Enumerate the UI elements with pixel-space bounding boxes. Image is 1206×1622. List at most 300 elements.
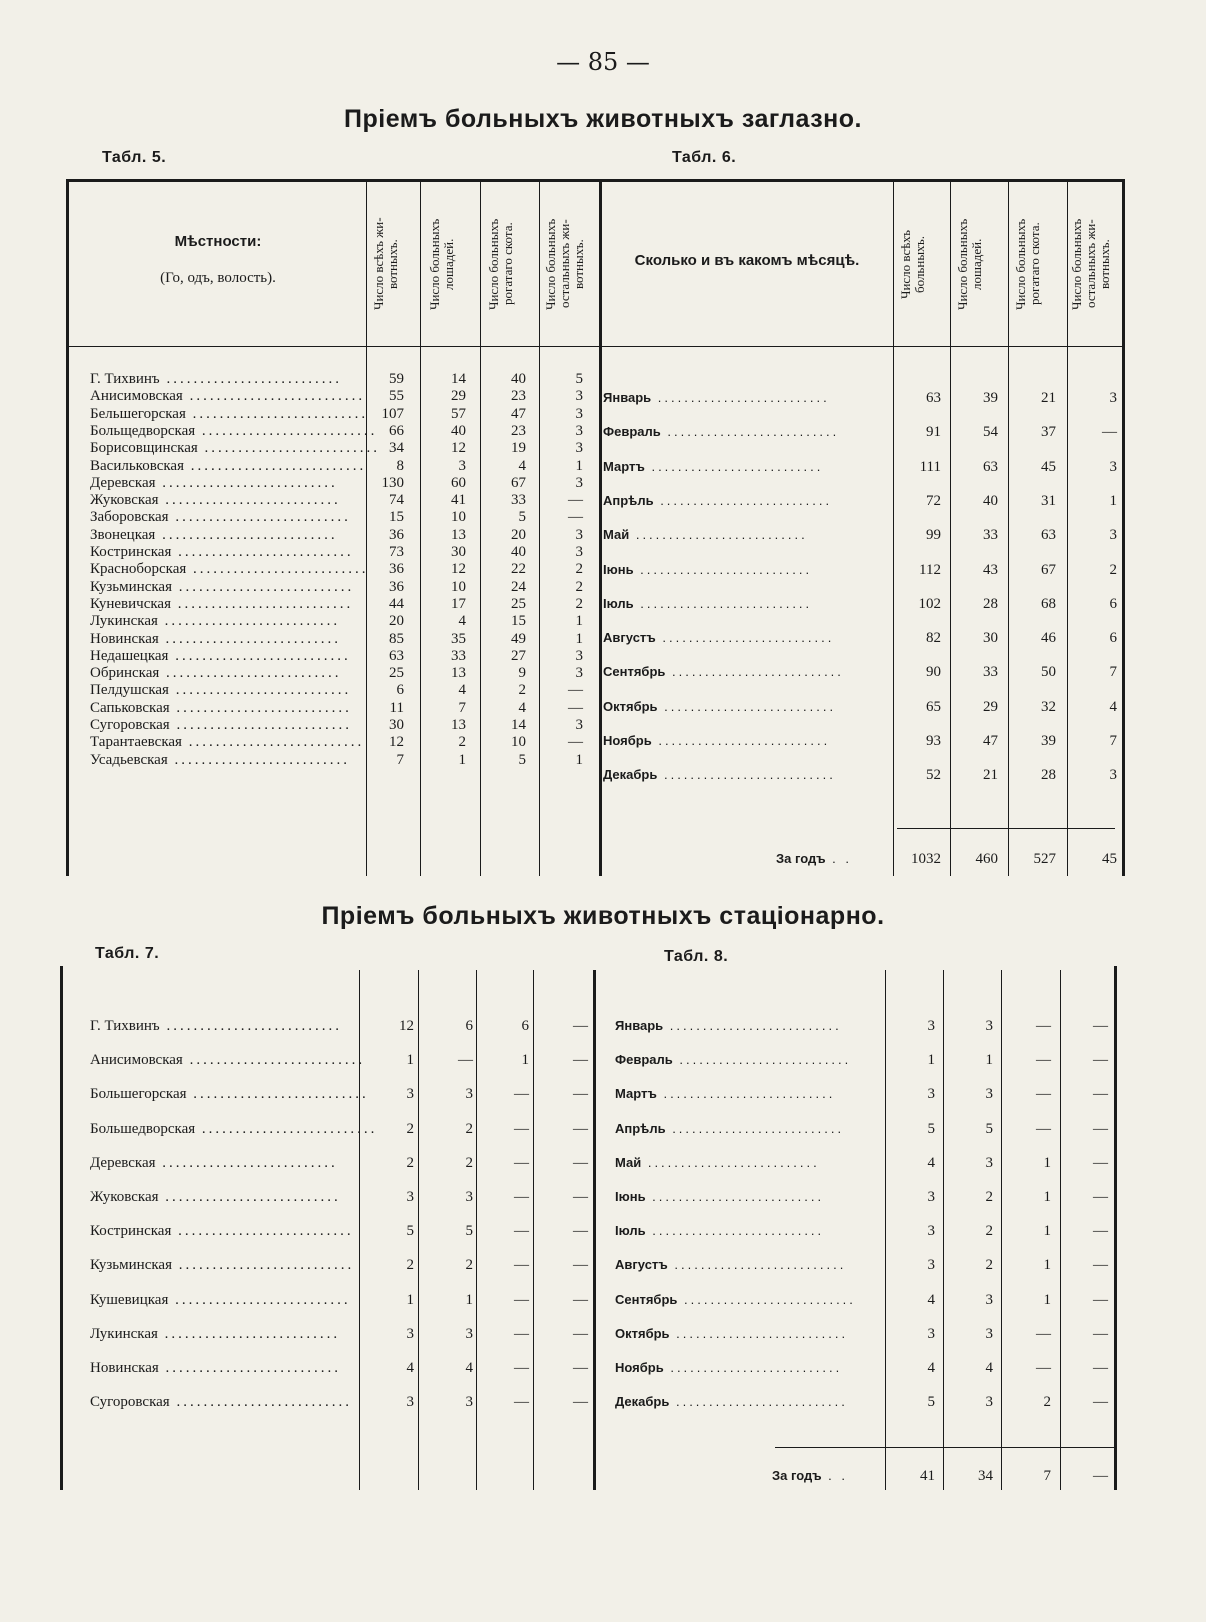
tab7-location-text: Анисимовская bbox=[90, 1052, 183, 1069]
cell-horses: 13 bbox=[451, 717, 466, 733]
cell-all: 63 bbox=[926, 390, 941, 406]
cell-cattle: 19 bbox=[511, 440, 526, 457]
tab7-location-text: Кузьминская bbox=[90, 1257, 172, 1274]
tab5-location bbox=[90, 474, 358, 492]
leader-dots: .......................... bbox=[651, 733, 831, 748]
cell-all: 3 bbox=[927, 1223, 935, 1240]
cell-horses: 14 bbox=[451, 371, 466, 387]
tab6-month-text: Январь bbox=[603, 390, 652, 405]
cell-all: 1 bbox=[406, 1291, 414, 1308]
cell-all: 102 bbox=[918, 595, 941, 612]
cell-other: — bbox=[1093, 1291, 1108, 1308]
tab5-row bbox=[0, 647, 1206, 665]
cell-horses: 1 bbox=[458, 751, 466, 768]
leader-dots: .......................... bbox=[657, 767, 836, 783]
cell-all: 93 bbox=[926, 733, 941, 749]
cell-other: — bbox=[573, 1018, 588, 1034]
cell-horses: 3 bbox=[985, 1394, 993, 1411]
leader-dots: .......................... bbox=[157, 1325, 341, 1342]
cell-other: 1 bbox=[575, 630, 583, 647]
cell-cattle: — bbox=[1036, 1018, 1051, 1034]
cell-all: 130 bbox=[381, 474, 404, 491]
cell-all: 11 bbox=[389, 699, 404, 716]
tab6-month-text: Сентябрь bbox=[603, 664, 666, 680]
leader-dots: .......................... bbox=[169, 699, 352, 716]
tab6-month-text: Августъ bbox=[603, 630, 656, 646]
tab8-month bbox=[615, 1120, 877, 1138]
tab8-month-text: Іюль bbox=[615, 1223, 646, 1239]
page-number: — 85 — bbox=[556, 48, 650, 76]
tab5-col-horses-header: Число больныхъ лошадей. bbox=[427, 218, 456, 310]
tab5-location bbox=[90, 543, 358, 561]
tab5-col-cattle-header: Число больныхъ рогатаго скота. bbox=[486, 218, 515, 310]
cell-all: 12 bbox=[389, 734, 404, 751]
cell-all: 15 bbox=[389, 509, 404, 526]
cell-cattle: 39 bbox=[1041, 733, 1056, 749]
table-top-rule bbox=[66, 179, 1125, 182]
leader-dots: .......................... bbox=[182, 388, 366, 405]
tab6-row bbox=[0, 458, 1206, 476]
tab8-row bbox=[0, 1085, 1206, 1103]
cell-horses: 1 bbox=[465, 1291, 473, 1308]
tab5-location bbox=[90, 612, 358, 630]
leader-dots: .......................... bbox=[158, 1189, 341, 1205]
cell-horses: — bbox=[458, 1052, 473, 1069]
cell-all: 3 bbox=[927, 1086, 935, 1103]
tab5-row bbox=[0, 612, 1206, 630]
leader-dots: .......................... bbox=[159, 371, 342, 387]
cell-horses: 28 bbox=[983, 595, 998, 612]
cell-horses: 33 bbox=[983, 527, 998, 544]
cell-other: 3 bbox=[575, 405, 583, 422]
tab5-location-text: Васильковская bbox=[90, 457, 184, 474]
tab5-col-other-header: Число больныхъ остальныхъ жи- вотныхъ. bbox=[543, 218, 586, 310]
cell-horses: 5 bbox=[465, 1223, 473, 1240]
cell-cattle: — bbox=[514, 1189, 529, 1205]
cell-cattle: — bbox=[514, 1223, 529, 1240]
tab6-month-text: Февраль bbox=[603, 424, 661, 440]
tab8-row bbox=[0, 1051, 1206, 1069]
tab5-location-text: Усадьевская bbox=[90, 751, 168, 768]
cell-cattle: 1 bbox=[521, 1052, 529, 1069]
cell-cattle: — bbox=[514, 1120, 529, 1137]
cell-cattle: 25 bbox=[511, 595, 526, 612]
tab6-total-cattle: 527 bbox=[1033, 851, 1056, 867]
cell-horses: 3 bbox=[985, 1325, 993, 1342]
cell-other: — bbox=[1093, 1086, 1108, 1103]
cell-all: 74 bbox=[389, 492, 404, 509]
cell-horses: 30 bbox=[983, 630, 998, 647]
leader-dots: .......................... bbox=[669, 1325, 849, 1341]
cell-other: — bbox=[573, 1086, 588, 1103]
leader-dots: .......................... bbox=[183, 457, 367, 474]
tab6-month bbox=[603, 561, 885, 579]
cell-horses: 2 bbox=[985, 1189, 993, 1205]
cell-cattle: 23 bbox=[511, 422, 526, 439]
cell-all: 7 bbox=[396, 751, 404, 768]
cell-other: — bbox=[1093, 1154, 1108, 1171]
cell-cattle: — bbox=[514, 1394, 529, 1411]
cell-other: 1 bbox=[575, 613, 583, 630]
cell-cattle: 5 bbox=[518, 751, 526, 768]
tab5-location-text: Недашецкая bbox=[90, 647, 169, 664]
cell-all: 5 bbox=[927, 1394, 935, 1411]
tab8-row bbox=[0, 1325, 1206, 1343]
tab6-month bbox=[603, 629, 885, 647]
cell-cattle: — bbox=[1036, 1360, 1051, 1376]
cell-horses: 2 bbox=[465, 1154, 473, 1171]
cell-other: — bbox=[1093, 1325, 1108, 1342]
leader-dots: .......................... bbox=[645, 1189, 825, 1204]
cell-cattle: — bbox=[514, 1360, 529, 1376]
leader-dots: .......................... bbox=[168, 1291, 351, 1308]
tab8-total-label: За годъ . . bbox=[772, 1468, 849, 1483]
leader-dots: .......................... bbox=[158, 492, 341, 509]
cell-cattle: 49 bbox=[511, 630, 526, 647]
tab8-month bbox=[615, 1222, 877, 1240]
cell-all: 1 bbox=[927, 1052, 935, 1069]
cell-other: 6 bbox=[1109, 630, 1117, 647]
cell-cattle: 40 bbox=[511, 544, 526, 560]
cell-horses: 3 bbox=[458, 457, 466, 474]
tab7-location-text: Новинская bbox=[90, 1360, 159, 1376]
cell-other: — bbox=[573, 1257, 588, 1274]
cell-all: 107 bbox=[381, 405, 404, 422]
leader-dots: .......................... bbox=[656, 1086, 836, 1102]
cell-other: — bbox=[1102, 424, 1117, 441]
tab8-row bbox=[0, 1393, 1206, 1411]
cell-other: — bbox=[573, 1120, 588, 1137]
cell-cattle: — bbox=[514, 1325, 529, 1342]
leader-dots: .......................... bbox=[181, 734, 365, 751]
cell-horses: 3 bbox=[985, 1086, 993, 1103]
tab8-month-text: Ноябрь bbox=[615, 1360, 664, 1375]
cell-all: 3 bbox=[406, 1325, 414, 1342]
tab6-total-all: 1032 bbox=[911, 851, 941, 867]
tab5-location bbox=[90, 578, 358, 596]
cell-all: 99 bbox=[926, 527, 941, 544]
cell-all: 4 bbox=[927, 1360, 935, 1376]
cell-horses: 40 bbox=[451, 422, 466, 439]
cell-cattle: 31 bbox=[1041, 492, 1056, 509]
cell-horses: 12 bbox=[451, 440, 466, 457]
cell-all: 30 bbox=[389, 717, 404, 733]
tab6-row bbox=[0, 663, 1206, 681]
tab8-month bbox=[615, 1085, 877, 1103]
cell-other: 1 bbox=[575, 457, 583, 474]
cell-other: 3 bbox=[1109, 527, 1117, 544]
tab5-row bbox=[0, 370, 1206, 388]
cell-cattle: 40 bbox=[511, 371, 526, 387]
cell-other: 3 bbox=[1109, 458, 1117, 475]
cell-horses: 3 bbox=[985, 1154, 993, 1171]
tab5-location-text: Деревская bbox=[90, 474, 156, 491]
section1-title: Пріемъ больныхъ животныхъ заглазно. bbox=[344, 105, 862, 133]
tab8-month-text: Іюнь bbox=[615, 1189, 646, 1204]
tab6-row bbox=[0, 492, 1206, 510]
tab5-location-text: Сапьковская bbox=[90, 699, 170, 716]
cell-all: 3 bbox=[406, 1394, 414, 1411]
cell-horses: 5 bbox=[985, 1120, 993, 1137]
cell-cattle: 6 bbox=[521, 1018, 529, 1034]
header-rule bbox=[66, 346, 1125, 347]
cell-horses: 39 bbox=[983, 390, 998, 406]
cell-other: 7 bbox=[1109, 733, 1117, 749]
cell-cattle: 1 bbox=[1043, 1291, 1051, 1308]
cell-horses: 33 bbox=[451, 647, 466, 664]
cell-horses: 43 bbox=[983, 561, 998, 578]
tab5-location-text: Красноборская bbox=[90, 561, 187, 578]
cell-all: 82 bbox=[926, 630, 941, 647]
cell-cattle: 4 bbox=[518, 699, 526, 716]
cell-all: 4 bbox=[927, 1154, 935, 1171]
cell-cattle: 67 bbox=[511, 474, 526, 491]
cell-horses: 41 bbox=[451, 492, 466, 509]
cell-other: — bbox=[573, 1360, 588, 1376]
cell-other: 3 bbox=[575, 647, 583, 664]
cell-all: 2 bbox=[406, 1154, 414, 1171]
cell-cattle: — bbox=[514, 1257, 529, 1274]
tab8-month bbox=[615, 1051, 877, 1069]
tab5-location-text: Кузьминская bbox=[90, 578, 172, 595]
tab6-month bbox=[603, 492, 885, 510]
cell-horses: 40 bbox=[983, 492, 998, 509]
cell-cattle: — bbox=[1036, 1120, 1051, 1137]
tab5-location-text: Тарантаевская bbox=[90, 734, 182, 751]
cell-other: — bbox=[1093, 1257, 1108, 1274]
tab8-label: Табл. 8. bbox=[664, 948, 729, 965]
cell-horses: 54 bbox=[983, 424, 998, 441]
cell-other: 2 bbox=[575, 578, 583, 595]
cell-other: 3 bbox=[575, 440, 583, 457]
tab8-month-text: Май bbox=[615, 1154, 642, 1170]
tab6-month bbox=[603, 526, 885, 544]
cell-cattle: 28 bbox=[1041, 767, 1056, 784]
tab5-header-location-sub: (Го, одъ, волость). bbox=[160, 270, 276, 286]
cell-all: 52 bbox=[926, 767, 941, 784]
cell-all: 112 bbox=[919, 561, 941, 578]
tab8-month-text: Августъ bbox=[615, 1257, 668, 1273]
tab5-row bbox=[0, 543, 1206, 561]
cell-cattle: 5 bbox=[518, 509, 526, 526]
tab8-month bbox=[615, 1393, 877, 1411]
tab8-month bbox=[615, 1154, 877, 1172]
tab8-row bbox=[0, 1222, 1206, 1240]
tab5-label: Табл. 5. bbox=[102, 149, 167, 166]
cell-horses: 2 bbox=[985, 1257, 993, 1274]
tab6-month-text: Іюнь bbox=[603, 561, 634, 577]
tab6-month bbox=[603, 423, 885, 441]
cell-all: 34 bbox=[389, 440, 404, 457]
cell-all: 66 bbox=[389, 422, 404, 439]
leader-dots: .......................... bbox=[665, 664, 844, 680]
leader-dots: .......................... bbox=[169, 1394, 352, 1411]
cell-horses: 2 bbox=[465, 1257, 473, 1274]
cell-all: 72 bbox=[926, 492, 941, 509]
tab5-location-text: Пелдушская bbox=[90, 682, 169, 699]
tab5-row bbox=[0, 405, 1206, 423]
cell-horses: 63 bbox=[983, 458, 998, 475]
tab5-location-text: Сугоровская bbox=[90, 717, 170, 733]
tab6-total-row bbox=[0, 850, 1206, 868]
tab6-row bbox=[0, 732, 1206, 750]
tab6-month bbox=[603, 732, 885, 750]
tab6-row bbox=[0, 766, 1206, 784]
leader-dots: .......................... bbox=[651, 390, 830, 405]
leader-dots: .......................... bbox=[629, 527, 808, 543]
leader-dots: .......................... bbox=[159, 1018, 342, 1034]
tab6-month bbox=[603, 595, 885, 613]
tab6-month-text: Май bbox=[603, 527, 630, 543]
cell-other: — bbox=[573, 1154, 588, 1171]
cell-horses: 4 bbox=[458, 613, 466, 630]
cell-horses: 2 bbox=[458, 734, 466, 751]
cell-horses: 4 bbox=[458, 682, 466, 699]
cell-cattle: 1 bbox=[1043, 1154, 1051, 1171]
tab6-col-cattle-header: Число больныхъ рогатаго скота. bbox=[1013, 218, 1042, 310]
tab8-total-rule bbox=[775, 1447, 1115, 1448]
cell-all: 1 bbox=[406, 1052, 414, 1069]
cell-horses: 3 bbox=[465, 1394, 473, 1411]
cell-cattle: 15 bbox=[511, 613, 526, 630]
cell-other: — bbox=[568, 734, 583, 751]
tab6-month bbox=[603, 766, 885, 784]
cell-cattle: — bbox=[1036, 1086, 1051, 1103]
cell-cattle: 1 bbox=[1043, 1223, 1051, 1240]
cell-horses: 3 bbox=[465, 1189, 473, 1205]
leader-dots: .......................... bbox=[158, 1360, 341, 1376]
tab5-location bbox=[90, 508, 358, 526]
leader-dots: .......................... bbox=[168, 682, 352, 699]
cell-horses: 35 bbox=[451, 630, 466, 647]
cell-cattle: 9 bbox=[518, 665, 526, 682]
tab7-location-text: Костринская bbox=[90, 1223, 172, 1240]
cell-other: — bbox=[1093, 1394, 1108, 1411]
tab6-month bbox=[603, 458, 885, 476]
tab5-location-text: Куневичская bbox=[90, 595, 171, 612]
cell-horses: 30 bbox=[451, 544, 466, 560]
cell-all: 90 bbox=[926, 664, 941, 681]
cell-horses: 17 bbox=[451, 595, 466, 612]
cell-cattle: — bbox=[1036, 1052, 1051, 1069]
tab5-location-text: Жуковская bbox=[90, 492, 159, 509]
leader-dots: .......................... bbox=[663, 1018, 842, 1033]
cell-horses: 3 bbox=[985, 1018, 993, 1034]
tab5-location-text: Звонецкая bbox=[90, 526, 156, 543]
cell-horses: 3 bbox=[465, 1086, 473, 1103]
cell-horses: 13 bbox=[451, 665, 466, 682]
cell-other: — bbox=[573, 1291, 588, 1308]
cell-horses: 3 bbox=[465, 1325, 473, 1342]
tab8-total-horses: 34 bbox=[978, 1468, 993, 1484]
cell-cattle: 50 bbox=[1041, 664, 1056, 681]
tab5-location bbox=[90, 439, 381, 457]
cell-other: 6 bbox=[1109, 595, 1117, 612]
tab5-location bbox=[90, 681, 358, 699]
tab8-row bbox=[0, 1017, 1206, 1035]
leader-dots: .......................... bbox=[197, 440, 381, 457]
cell-other: 5 bbox=[575, 371, 583, 387]
cell-other: 3 bbox=[575, 474, 583, 491]
tab8-month bbox=[615, 1291, 877, 1309]
leader-dots: .......................... bbox=[168, 647, 351, 664]
tab7-location-text: Деревская bbox=[90, 1154, 156, 1171]
cell-other: 3 bbox=[575, 526, 583, 543]
cell-all: 36 bbox=[389, 578, 404, 595]
leader-dots: .......................... bbox=[660, 424, 840, 440]
tab5-location-text: Обринская bbox=[90, 665, 160, 682]
cell-cattle: 27 bbox=[511, 647, 526, 664]
tab8-month-text: Сентябрь bbox=[615, 1291, 678, 1307]
leader-dots: .......................... bbox=[171, 1257, 355, 1274]
cell-horses: 47 bbox=[983, 733, 998, 749]
tab7-label: Табл. 7. bbox=[95, 945, 160, 962]
leader-dots: .......................... bbox=[645, 1223, 825, 1239]
tab8-total-other: — bbox=[1093, 1468, 1108, 1484]
cell-cattle: — bbox=[514, 1086, 529, 1103]
cell-cattle: 4 bbox=[518, 457, 526, 474]
leader-dots: .......................... bbox=[155, 526, 338, 543]
tab8-total-all: 41 bbox=[920, 1468, 935, 1484]
tab8-row bbox=[0, 1359, 1206, 1377]
leader-dots: .......................... bbox=[195, 1120, 378, 1137]
cell-all: 3 bbox=[927, 1018, 935, 1034]
cell-cattle: 1 bbox=[1043, 1257, 1051, 1274]
tab5-location bbox=[90, 370, 358, 388]
tab6-row bbox=[0, 629, 1206, 647]
cell-horses: 7 bbox=[458, 699, 466, 716]
cell-cattle: 67 bbox=[1041, 561, 1056, 578]
tab8-month bbox=[615, 1017, 877, 1035]
cell-other: 1 bbox=[1109, 492, 1117, 509]
tab6-row bbox=[0, 595, 1206, 613]
leader-dots: .......................... bbox=[171, 595, 354, 612]
tab8-month-text: Февраль bbox=[615, 1052, 673, 1068]
cell-horses: 57 bbox=[451, 405, 466, 422]
cell-cattle: 68 bbox=[1041, 595, 1056, 612]
leader-dots: .......................... bbox=[657, 698, 837, 714]
tab5-row bbox=[0, 578, 1206, 596]
tab7-location-text: Жуковская bbox=[90, 1189, 159, 1205]
tab8-row bbox=[0, 1120, 1206, 1138]
tab6-month-text: Апрѣль bbox=[603, 492, 654, 508]
cell-horses: 12 bbox=[451, 561, 466, 578]
cell-all: 20 bbox=[389, 613, 404, 630]
tab5-location-text: Новинская bbox=[90, 630, 159, 647]
tab8-month bbox=[615, 1256, 877, 1274]
cell-all: 111 bbox=[919, 458, 941, 475]
leader-dots: .......................... bbox=[171, 544, 354, 560]
cell-other: 4 bbox=[1109, 698, 1117, 715]
cell-horses: 21 bbox=[983, 767, 998, 784]
leader-dots: .......................... bbox=[185, 405, 369, 422]
cell-horses: 6 bbox=[465, 1018, 473, 1034]
cell-cattle: 63 bbox=[1041, 527, 1056, 544]
tab8-total-label-text: За годъ bbox=[772, 1468, 822, 1483]
cell-all: 25 bbox=[389, 665, 404, 682]
cell-all: 2 bbox=[406, 1257, 414, 1274]
cell-all: 44 bbox=[389, 595, 404, 612]
cell-other: — bbox=[568, 699, 583, 716]
cell-horses: 10 bbox=[451, 509, 466, 526]
leader-dots: .......................... bbox=[158, 630, 341, 647]
cell-all: 3 bbox=[927, 1257, 935, 1274]
tab7-location-text: Большегорская bbox=[90, 1086, 187, 1103]
tab6-col-horses-header: Число больныхъ лошадей. bbox=[955, 218, 984, 310]
total-rule bbox=[897, 828, 1115, 829]
cell-other: — bbox=[1093, 1360, 1108, 1376]
cell-other: 3 bbox=[575, 717, 583, 733]
